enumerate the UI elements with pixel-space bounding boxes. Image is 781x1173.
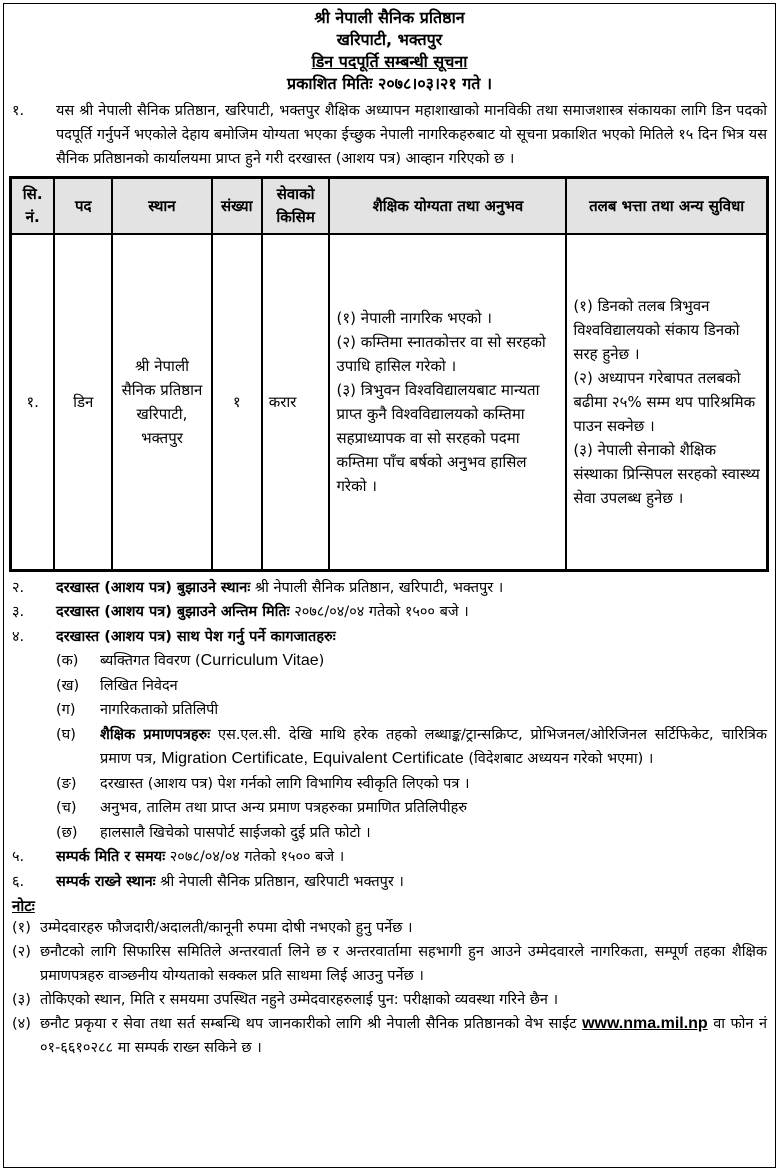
doc-text: हालसालै खिचेको पासपोर्ट साईजको दुई प्रति फोटो । [100,824,371,841]
doc-text: (विदेशबाट अध्ययन गरेको भएमा) । [468,751,654,767]
item-number: ३. [12,604,25,620]
col-header-post: पद [54,178,112,235]
doc-text-close: ) [318,653,325,669]
salary-item: (३) नेपाली सेनाको शैक्षिक संस्थाका प्रिन्सिपल सरहको स्वास्थ्य सेवा उपलब्ध हुनेछ । [573,440,760,507]
col-header-place: स्थान [112,178,212,235]
item-value: श्री नेपाली सैनिक प्रतिष्ठान, खरिपाटी, भक्तपुर । [254,579,504,596]
website-link[interactable]: www.nma.mil.np [582,1015,708,1032]
col-header-service: सेवाको किसिम [262,178,330,235]
cell-post: डिन [54,234,112,570]
doc-label: (ङ) [56,775,77,792]
doc-item [12,821,767,846]
col-header-qualification: शैक्षिक योग्यता तथा अनुभव [329,178,566,235]
doc-text-en: Curriculum Vitae [200,652,319,669]
doc-text-en: Migration Certificate [161,750,304,767]
table-row [11,234,768,570]
doc-text: ब्यक्तिगत विवरण ( [100,653,201,669]
item-label: सम्पर्क मिति र समयः [56,849,166,865]
note-label: (१) [12,920,31,936]
item-documents [12,625,767,650]
doc-item [12,796,767,821]
cell-count: १ [212,234,262,570]
doc-bold-label: शैक्षिक प्रमाणपत्रहरुः [100,726,211,743]
published-date: प्रकाशित मितिः २०७८।०३।२१ गते । [286,74,493,93]
doc-item [12,772,767,797]
application-details [12,576,767,895]
salary-item: (१) डिनको तलब त्रिभुवन विश्वविद्यालयको संकाय डिनको सरह हुनेछ । [573,296,740,363]
item-value: श्री नेपाली सैनिक प्रतिष्ठान, खरिपाटी भक्तपुर । [160,873,404,890]
doc-text: लिखित निवेदन [100,677,178,694]
item-label: दरखास्त (आशय पत्र) बुझाउने स्थानः [56,579,251,596]
note-text: वा फोन नं ०१-६६१०२८८ मा सम्पर्क राख्न सकिने छ । [40,1016,767,1056]
doc-separator: , [303,750,308,767]
doc-item [12,649,767,674]
doc-label: (ग) [56,702,76,718]
intro-paragraph [12,99,767,171]
doc-label: (ख) [56,677,80,694]
qualification-item: (२) कम्तिमा स्नातकोत्तर वा सो सरहको उपाधि हासिल गरेको । [336,332,546,375]
note-text: छनौट प्रकृया र सेवा तथा सर्त सम्बन्धि थप जानकारीको लागि श्री नेपाली सैनिक प्रतिष्ठानको वेभ साईट [40,1016,577,1032]
doc-text: अनुभव, तालिम तथा प्राप्त अन्य प्रमाण पत्रहरुका प्रमाणित प्रतिलिपीहरु [100,800,467,816]
doc-text: नागरिकताको प्रतिलिपी [100,702,219,718]
doc-item [12,674,767,699]
item-value: २०७८/०४/०४ गतेको १५०० बजे । [169,849,345,865]
col-header-count: संख्या [212,178,262,235]
note-label: (२) [12,944,31,960]
note-label: (४) [12,1016,31,1032]
col-header-sn: सि. नं. [11,178,55,235]
notes-heading: नोटः [12,897,35,915]
cell-salary [566,234,767,570]
org-name: श्री नेपाली सैनिक प्रतिष्ठान [314,8,465,27]
doc-label: (क) [56,653,79,669]
doc-item [12,723,767,772]
doc-label: (च) [56,800,77,816]
item-label: दरखास्त (आशय पत्र) बुझाउने अन्तिम मितिः [56,604,290,620]
col-header-salary: तलब भत्ता तथा अन्य सुविधा [566,178,767,235]
doc-text: एस.एल.सी. देखि माथि हरेक तहको लब्धाङ्क/ट्रान्सक्रिप्ट, प्रोभिजनल/ओरिजिनल सर्टिफिकेट, चारित्रिक प्रमाण पत्र, [100,726,768,767]
note-text: छनौटको लागि सिफारिस समितिले अन्तरवार्ता लिने छ र अन्तरवार्तामा सहभागी हुन आउने उम्मेदवारले नागरिकता, सम्पूर्ण तहका शैक्षिक प्रमाणपत्रहरु वाञ्छनीय योग्यताको सक्कल प्रति साथमा लिई आउनु पर्नेछ । [40,944,767,984]
doc-text-en: Equivalent Certificate [312,750,464,767]
item-deadline [12,600,767,625]
note-text: तोकिएको स्थान, मिति र समयमा उपस्थित नहुने उम्मेदवारहरुलाई पुन: परीक्षाको व्यवस्था गरिने छैन । [40,992,559,1008]
doc-label: (छ) [56,824,78,841]
item-number: २. [12,579,25,596]
qualification-item: (३) त्रिभुवन विश्वविद्यालयबाट मान्यता प्राप्त कुनै विश्वविद्यालयको कम्तिमा सहप्राध्यापक वा सो सरहको पदमा कम्तिमा पाँच बर्षको अनुभव हासिल गरेको । [336,380,540,495]
table-header-row [11,178,768,235]
intro-text: यस श्री नेपाली सैनिक प्रतिष्ठान, खरिपाटी, भक्तपुर शैक्षिक अध्यापन महाशाखाको मानविकी तथा समाजशास्त्र संकायका लागि डिन पदको पदपूर्ति गर्नुपर्ने भएकोले देहाय बमोजिम योग्यता भएका ईच्छुक नेपाली नागरिकहरुबाट यो सूचना प्रकाशित भएको मितिले १५ दिन भित्र यस सैनिक प्रतिष्ठानको कार्यालयमा प्राप्त हुने गरी दरखास्त (आशय पत्र) आव्हान गरिएको छ । [56,103,767,167]
note-item [12,916,767,940]
note-item [12,940,767,988]
item-label: दरखास्त (आशय पत्र) साथ पेश गर्नु पर्ने कागजातहरुः [56,628,336,645]
doc-text: दरखास्त (आशय पत्र) पेश गर्नको लागि विभागिय स्वीकृति लिएको पत्र । [100,775,470,792]
doc-label: (घ) [56,726,76,743]
note-item [12,1012,767,1060]
item-label: सम्पर्क राख्ने स्थानः [56,873,156,890]
item-number: ५. [12,849,25,865]
item-number: ६. [12,873,25,890]
note-item [12,988,767,1012]
cell-sn: १. [11,234,55,570]
cell-place: श्री नेपाली सैनिक प्रतिष्ठान खरिपाटी, भक्तपुर [112,234,212,570]
note-label: (३) [12,992,31,1008]
doc-item [12,698,767,723]
vacancy-table [9,176,769,572]
item-value: २०७८/०४/०४ गतेको १५०० बजे । [294,604,469,620]
intro-number: १. [12,103,25,119]
qualification-item: (१) नेपाली नागरिक भएको । [336,308,492,327]
item-contact-date [12,845,767,870]
notice-title: डिन पदपूर्ति सम्बन्धी सूचना [311,52,468,71]
salary-item: (२) अध्यापन गरेबापत तलबको बढीमा २५% सम्म थप पारिश्रमिक पाउन सक्नेछ । [573,368,756,435]
item-submission-place [12,576,767,601]
note-text: उम्मेदवारहरु फौजदारी/अदालती/कानूनी रुपमा दोषी नभएको हुनु पर्नेछ । [40,920,413,936]
org-address: खरिपाटी, भक्तपुर [336,30,443,49]
item-contact-place [12,870,767,895]
cell-qualification [329,234,566,570]
notice-page [3,3,776,1168]
item-number: ४. [12,628,25,645]
cell-service: करार [262,234,330,570]
